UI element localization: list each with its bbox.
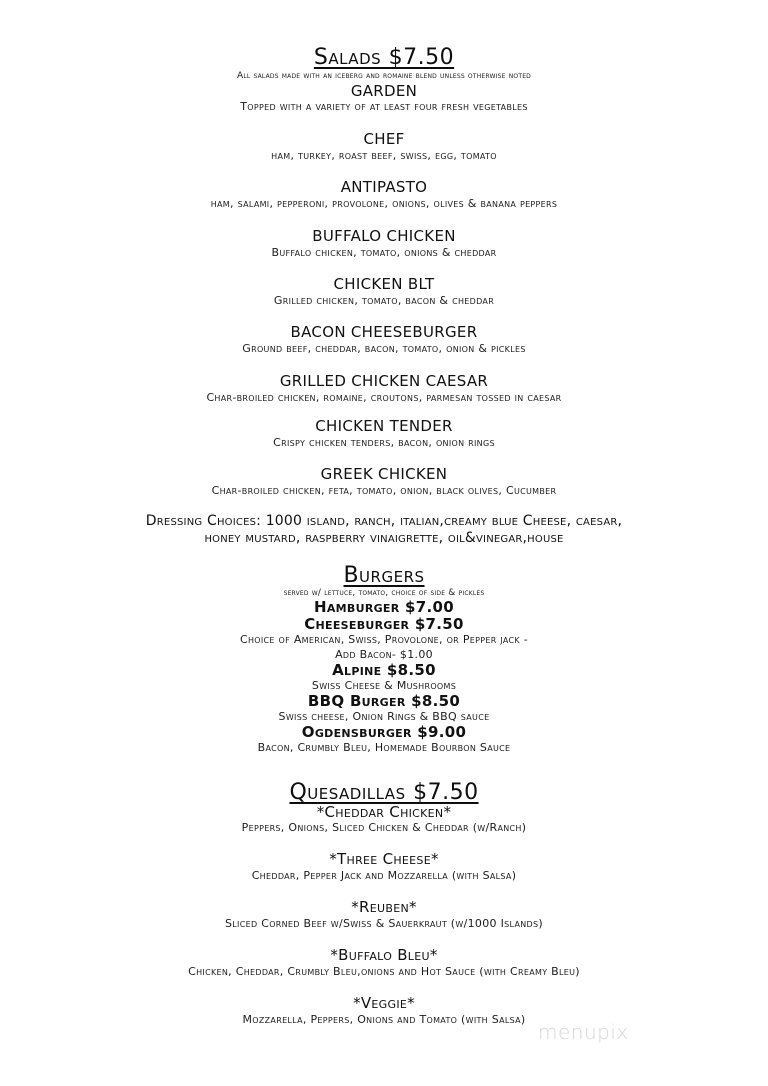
quesadilla-item-name: *Buffalo Bleu*	[330, 946, 438, 964]
quesadillas-title: Quesadillas $7.50	[289, 780, 479, 805]
quesadilla-item-desc: Peppers, Onions, Sliced Chicken & Cheddar (w/Ranch)	[241, 821, 527, 834]
burger-item-name: Hamburger $7.00	[314, 598, 454, 616]
salad-item-desc: Crispy chicken tenders, bacon, onion rings	[273, 436, 495, 449]
burger-item-name: Ogdensburger $9.00	[301, 723, 467, 741]
salad-item-desc: Char-broiled chicken, romaine, croutons, parmesan tossed in caesar	[206, 391, 562, 404]
salad-item-desc: Grilled chicken, tomato, bacon & cheddar	[273, 294, 495, 307]
quesadilla-item-name: *Three Cheese*	[329, 850, 439, 868]
salad-item-name: GARDEN	[350, 82, 418, 100]
dressing-choices-line1: Dressing Choices: 1000 island, ranch, italian,creamy blue Cheese, caesar,	[145, 513, 623, 529]
salad-item-name: CHEF	[363, 130, 405, 148]
dressing-choices-line2: honey mustard, raspberry vinaigrette, oil&vinegar,house	[204, 530, 564, 546]
quesadilla-item-desc: Cheddar, Pepper Jack and Mozzarella (with Salsa)	[251, 869, 517, 882]
salad-item-desc: Topped with a variety of at least four fresh vegetables	[240, 100, 528, 113]
burgers-title: Burgers	[343, 563, 425, 588]
burger-item-name: Alpine $8.50	[332, 661, 436, 679]
burger-item-desc: Bacon, Crumbly Bleu, Homemade Bourbon Sauce	[257, 741, 511, 754]
burgers-note: served w/ lettuce, tomato, choice of side & pickles	[283, 588, 485, 598]
burger-item-desc-extra: Add Bacon- $1.00	[335, 648, 433, 661]
salads-note: All salads made with an iceberg and romaine blend unless otherwise noted	[236, 71, 532, 81]
burger-item-name: Cheeseburger $7.50	[304, 615, 464, 633]
salad-item-name: GREEK CHICKEN	[320, 465, 448, 483]
burger-item-desc: Choice of American, Swiss, Provolone, or Pepper jack -	[239, 633, 529, 646]
salad-item-desc: Ground beef, cheddar, bacon, tomato, onion & pickles	[242, 342, 526, 355]
burger-item-desc: Swiss Cheese & Mushrooms	[311, 679, 457, 692]
quesadilla-item-name: *Veggie*	[353, 994, 415, 1012]
salad-item-name: BUFFALO CHICKEN	[312, 227, 456, 245]
salad-item-desc: Buffalo chicken, tomato, onions & cheddar	[271, 246, 497, 259]
quesadilla-item-name: *Cheddar Chicken*	[316, 803, 452, 821]
salad-item-name: CHICKEN TENDER	[315, 417, 453, 435]
salad-item-desc: ham, turkey, roast beef, swiss, egg, tomato	[271, 149, 497, 162]
salad-item-name: CHICKEN BLT	[333, 275, 435, 293]
salad-item-name: BACON CHEESEBURGER	[290, 323, 478, 341]
salad-item-desc: Char-broiled chicken, feta, tomato, onion, black olives, Cucumber	[211, 484, 557, 497]
salad-item-name: GRILLED CHICKEN CAESAR	[279, 372, 489, 390]
salad-item-desc: ham, salami, pepperoni, provolone, onions, olives & banana peppers	[210, 197, 558, 210]
burger-item-desc: Swiss cheese, Onion Rings & BBQ sauce	[278, 710, 490, 723]
quesadilla-item-name: *Reuben*	[351, 898, 417, 916]
quesadilla-item-desc: Sliced Corned Beef w/Swiss & Sauerkraut (w/1000 Islands)	[225, 917, 543, 930]
salad-item-name: ANTIPASTO	[340, 178, 428, 196]
quesadilla-item-desc: Mozzarella, Peppers, Onions and Tomato (with Salsa)	[242, 1013, 526, 1026]
burger-item-name: BBQ Burger $8.50	[307, 692, 461, 710]
salads-title: Salads $7.50	[313, 45, 455, 70]
quesadilla-item-desc: Chicken, Cheddar, Crumbly Bleu,onions and Hot Sauce (with Creamy Bleu)	[188, 965, 580, 978]
menupix-watermark: menupix	[538, 1020, 629, 1044]
